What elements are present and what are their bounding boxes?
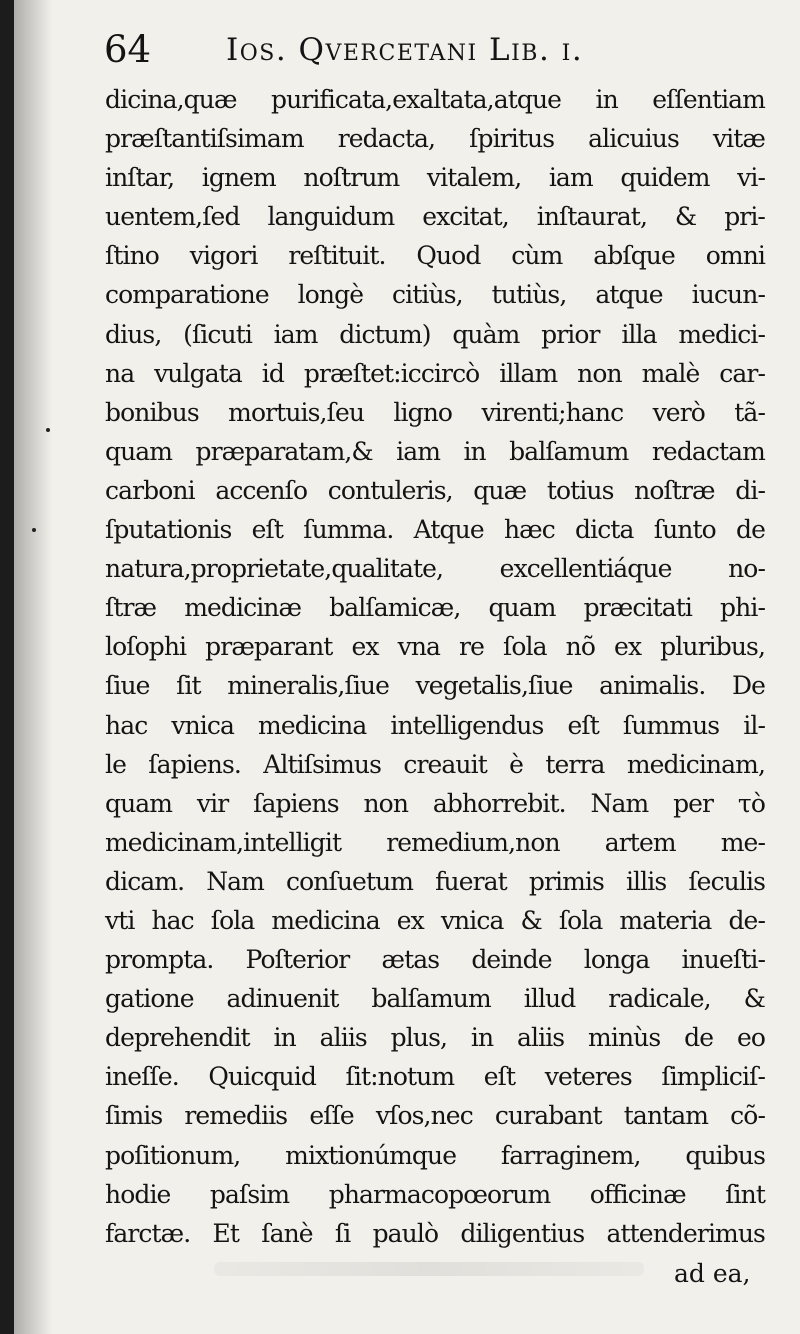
text-line: ineſſe. Quicquid ſit:notum eſt veteres ſimpliciſ- [105,1062,765,1092]
text-line: comparatione longè citiùs, tutiùs, atque iucun- [105,280,765,310]
gutter-shadow [14,0,52,1334]
text-line: na vulgata id præſtet:iccircò illam non malè car- [105,358,765,388]
catchword: ad ea, [674,1259,751,1288]
text-line: quam vir ſapiens non abhorrebit. Nam per τὸ [105,788,765,818]
text-line: hodie paſsim pharmacopœorum officinæ ſint [105,1179,765,1209]
text-line: præſtantiſsimam redacta, ſpiritus alicuius vitæ [105,124,765,154]
text-line: dicam. Nam conſuetum fuerat primis illis ſeculis [105,866,765,896]
text-line: hac vnica medicina intelligendus eſt ſummus il- [105,710,765,740]
text-line: prompta. Poſterior ætas deinde longa inueſti- [105,945,765,975]
text-line: ſiue ſit mineralis,ſiue vegetalis,ſiue animalis. De [105,671,765,701]
running-head [104,22,784,78]
body-text [105,80,765,1253]
text-line: quam præparatam,& iam in balſamum redactam [105,436,765,466]
text-line: deprehendit in aliis plus, in aliis minùs de eo [105,1023,765,1053]
text-line: poſitionum, mixtionúmque farraginem, quibus [105,1140,765,1170]
text-line: ſimis remediis eſſe vſos,nec curabant tantam cõ- [105,1101,765,1131]
margin-dot-mark [46,428,50,432]
running-title: Ios. Qvercetani Lib. i. [226,32,584,68]
text-line: ſtino vigori reſtituit. Quod cùm abſque omni [105,241,765,271]
text-line: ſtræ medicinæ balſamicæ, quam præcitati phi- [105,593,765,623]
text-line: loſophi præparant ex vna re ſola nõ ex pluribus, [105,632,765,662]
text-line: vti hac ſola medicina ex vnica & ſola materia de- [105,905,765,935]
text-line: dicina,quæ purificata,exaltata,atque in eſſentiam [105,85,765,114]
text-line: natura,proprietate,qualitate, excellentiáque no- [105,554,765,584]
text-line: ſputationis eſt ſumma. Atque hæc dicta ſunto de [105,515,765,545]
text-line: le ſapiens. Altiſsimus creauit è terra medicinam, [105,749,765,779]
text-line: bonibus mortuis,ſeu ligno virenti;hanc verò tã- [105,397,765,427]
margin-dot-mark [32,528,36,532]
text-line: medicinam,intelligit remedium,non artem me- [105,827,765,857]
text-line: inſtar, ignem noſtrum vitalem, iam quidem vi- [105,163,765,193]
text-line: gatione adinuenit balſamum illud radicale, & [105,984,765,1014]
text-line: farctæ. Et ſanè ſi paulò diligentius attenderimus [105,1218,765,1248]
text-line: carboni accenſo contuleris, quæ totius noſtræ di- [105,475,765,505]
bleed-through-shadow [214,1262,644,1276]
text-line: uentem,ſed languidum excitat, inſtaurat, & pri- [105,202,765,232]
text-line: dius, (ſicuti iam dictum) quàm prior illa medici- [105,319,765,349]
page-number: 64 [104,28,152,71]
book-page [14,0,800,1334]
